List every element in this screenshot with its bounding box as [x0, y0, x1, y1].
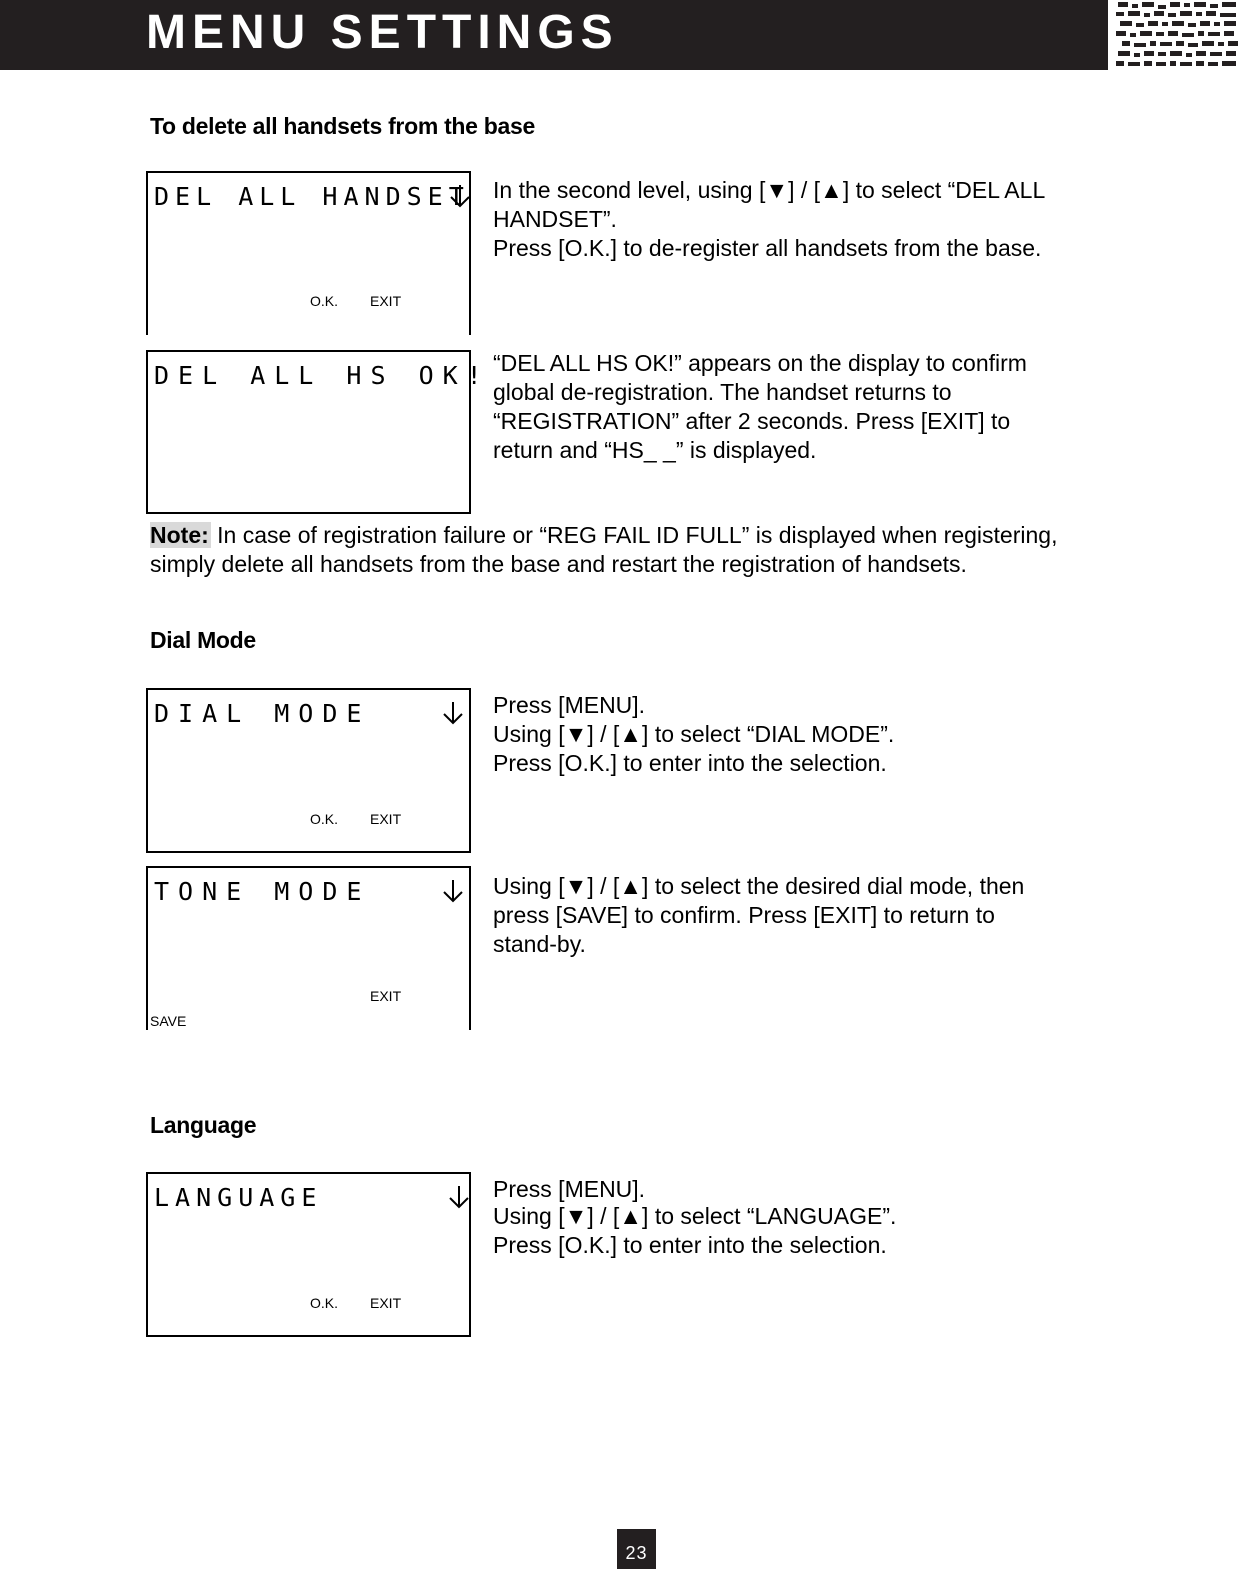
step-description — [493, 1176, 1113, 1260]
decorative-pattern-icon — [1116, 0, 1240, 70]
down-arrow-icon — [448, 183, 472, 209]
description-line: Using [▼] / [▲] to select the desired dial mode, then — [493, 873, 1025, 899]
step-description — [493, 349, 1113, 465]
softkey-ok: O.K. — [310, 293, 339, 309]
page-number: 23 — [617, 1529, 656, 1569]
description-line: HANDSET”. — [493, 206, 617, 232]
lcd-display-text: DEL ALL HS OK! — [154, 361, 491, 390]
step-description — [493, 176, 1113, 263]
description-line: Using [▼] / [▲] to select “DIAL MODE”. — [493, 721, 895, 747]
step-description — [493, 691, 1113, 778]
note-text: In case of registration failure or “REG FAIL ID FULL” is displayed when registering, — [217, 522, 1058, 548]
softkey-save: SAVE — [150, 1013, 187, 1029]
note-text: simply delete all handsets from the base and restart the registration of handsets. — [150, 551, 967, 577]
description-line: “DEL ALL HS OK!” appears on the display to confirm — [493, 350, 1027, 376]
down-arrow-icon — [447, 1184, 471, 1210]
lcd-display-dial-mode — [146, 688, 471, 853]
lcd-display-text: DIAL MODE — [154, 699, 371, 728]
description-line: In the second level, using [▼] / [▲] to select “DEL ALL — [493, 177, 1046, 203]
lcd-display-text: LANGUAGE — [154, 1183, 323, 1212]
section-heading-language: Language — [150, 1112, 257, 1138]
lcd-display-del-all-hs-ok — [146, 350, 491, 514]
softkey-exit: EXIT — [370, 811, 402, 827]
down-arrow-icon — [441, 700, 465, 726]
step-description — [493, 872, 1113, 959]
description-line: Using [▼] / [▲] to select “LANGUAGE”. — [493, 1203, 897, 1229]
softkey-exit: EXIT — [370, 1295, 402, 1311]
description-line: “REGISTRATION” after 2 seconds. Press [EXIT] to — [493, 408, 1011, 434]
lcd-display-del-all-handset — [146, 171, 471, 335]
description-line: Press [MENU]. — [493, 1176, 646, 1202]
description-line: stand-by. — [493, 931, 586, 957]
description-line: Press [O.K.] to enter into the selection. — [493, 750, 887, 776]
page-title: MENU SETTINGS — [146, 6, 619, 59]
description-line: return and “HS_ _” is displayed. — [493, 437, 817, 463]
note-label: Note: — [150, 522, 209, 548]
description-line: press [SAVE] to confirm. Press [EXIT] to return to — [493, 902, 995, 928]
softkey-ok: O.K. — [310, 811, 339, 827]
section-heading-dial-mode: Dial Mode — [150, 627, 256, 653]
lcd-display-text: DEL ALL HANDSET — [154, 182, 470, 211]
softkey-exit: EXIT — [370, 293, 402, 309]
description-line: Press [O.K.] to de-register all handsets from the base. — [493, 235, 1042, 261]
softkey-exit: EXIT — [370, 988, 402, 1004]
description-line: global de-registration. The handset returns to — [493, 379, 952, 405]
lcd-display-language — [146, 1172, 471, 1337]
description-line: Press [MENU]. — [493, 692, 646, 718]
note-paragraph — [150, 521, 1150, 579]
softkey-ok: O.K. — [310, 1295, 339, 1311]
lcd-display-text: TONE MODE — [154, 877, 371, 906]
lcd-display-tone-mode — [146, 866, 471, 1030]
description-line: Press [O.K.] to enter into the selection. — [493, 1232, 887, 1258]
header-bar — [0, 0, 1108, 70]
down-arrow-icon — [441, 878, 465, 904]
section-heading-delete-all-handsets: To delete all handsets from the base — [150, 113, 535, 139]
